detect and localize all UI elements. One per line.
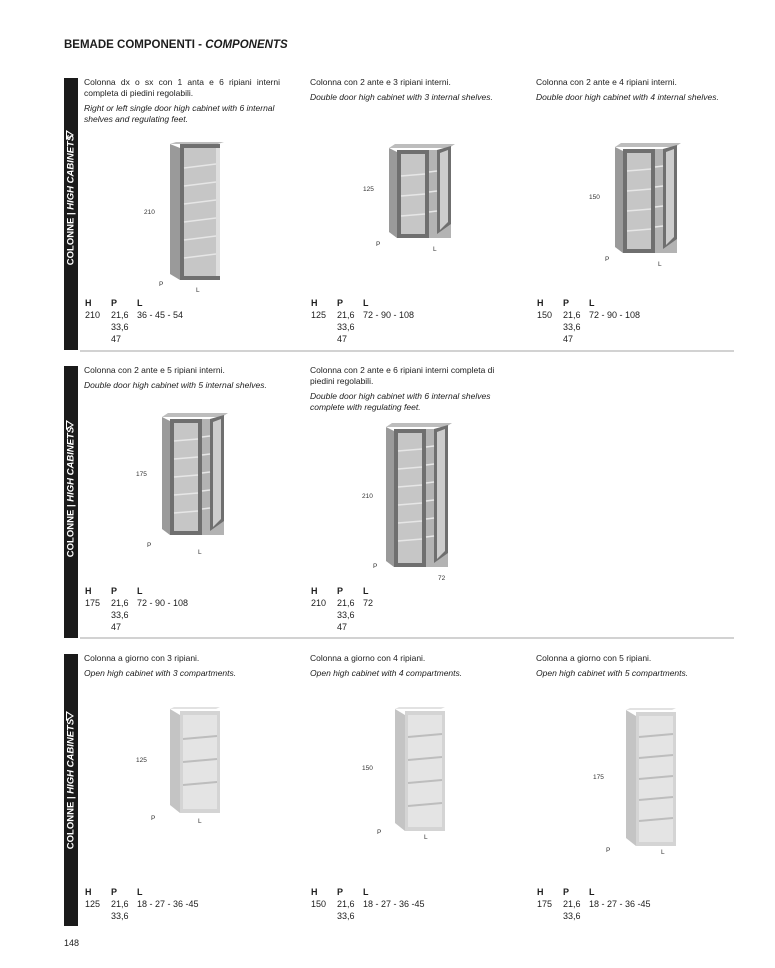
product-item <box>310 77 520 103</box>
cabinet-illustration <box>384 423 456 569</box>
figure-height-label: 125 <box>363 186 374 193</box>
description-italian: Colonna con 2 ante e 6 ripiani interni completa di piedini regolabili. <box>310 365 495 386</box>
header-l: L <box>363 887 369 897</box>
value-h: 150 <box>311 899 327 909</box>
value-p: 47 <box>563 334 574 344</box>
figure-width-label: L <box>433 246 437 253</box>
dimensions-table <box>85 887 275 923</box>
value-p: 47 <box>337 622 348 632</box>
figure-width-label: L <box>661 849 665 856</box>
figure-depth-label: P <box>605 256 610 263</box>
double-door-cabinet-drawing <box>160 413 232 537</box>
title-italic: COMPONENTS <box>205 39 288 51</box>
value-h: 150 <box>537 310 553 320</box>
figure-width-label: 72 <box>438 575 446 582</box>
value-p: 33,6 <box>337 911 355 921</box>
value-l: 72 <box>363 598 374 608</box>
figure-height-label: 150 <box>589 194 600 201</box>
value-p: 21,6 <box>111 899 129 909</box>
value-h: 125 <box>311 310 327 320</box>
figure-width-label: L <box>198 549 202 556</box>
open-cabinet-drawing <box>624 708 678 848</box>
figure-depth-label: P <box>159 281 164 288</box>
value-l: 72 - 90 - 108 <box>589 310 641 320</box>
figure-height-label: 210 <box>144 209 155 216</box>
figure-width-label: L <box>658 261 662 268</box>
dimensions-table <box>85 298 275 346</box>
cabinet-illustration <box>160 413 232 537</box>
header-l: L <box>589 298 595 308</box>
description-english: Double door high cabinet with 4 internal shelves. <box>536 92 719 102</box>
description-english: Double door high cabinet with 3 internal shelves. <box>310 92 493 102</box>
value-l: 18 - 27 - 36 -45 <box>137 899 199 909</box>
open-cabinet-illustration <box>168 707 222 815</box>
header-p: P <box>563 298 570 308</box>
description-english: Open high cabinet with 3 compartments. <box>84 668 237 678</box>
description-english: Open high cabinet with 4 compartments. <box>310 668 463 678</box>
header-h: H <box>311 586 318 596</box>
figure-height-label: 125 <box>136 757 147 764</box>
header-l: L <box>137 586 143 596</box>
product-item <box>84 365 294 391</box>
page-title <box>64 39 288 51</box>
open-cabinet-drawing <box>393 707 447 833</box>
value-l: 36 - 45 - 54 <box>137 310 184 320</box>
title-main: BEMADE COMPONENTI - <box>64 39 206 51</box>
header-h: H <box>311 298 318 308</box>
value-p: 21,6 <box>337 598 355 608</box>
double-door-cabinet-drawing <box>613 143 685 255</box>
header-p: P <box>111 298 118 308</box>
figure-width-label: L <box>198 818 202 825</box>
description-italian: Colonna con 2 ante e 4 ripiani interni. <box>536 77 677 87</box>
description-italian: Colonna a giorno con 5 ripiani. <box>536 653 652 663</box>
dimensions-table <box>85 586 275 634</box>
section-sidebar-2 <box>64 366 78 638</box>
figure-height-label: 175 <box>593 774 604 781</box>
product-item <box>310 653 520 679</box>
header-p: P <box>111 887 118 897</box>
value-p: 33,6 <box>111 610 129 620</box>
header-l: L <box>137 887 143 897</box>
sidebar-label: COLONNE | HIGH CABINETS <box>65 426 77 558</box>
figure-depth-label: P <box>376 241 381 248</box>
page-number: 148 <box>64 938 80 948</box>
value-p: 21,6 <box>337 899 355 909</box>
section-sidebar-3 <box>64 654 78 926</box>
double-door-cabinet-drawing <box>387 144 459 240</box>
header-l: L <box>363 298 369 308</box>
value-p: 47 <box>111 334 122 344</box>
value-p: 33,6 <box>337 322 355 332</box>
value-p: 21,6 <box>563 899 581 909</box>
double-door-cabinet-drawing <box>384 423 456 569</box>
header-h: H <box>85 298 92 308</box>
description-english: Double door high cabinet with 5 internal shelves. <box>84 380 267 390</box>
product-item <box>84 77 280 125</box>
figure-height-label: 150 <box>362 765 373 772</box>
description-english: Right or left single door high cabinet with 6 internal shelves and regulating feet. <box>84 103 275 124</box>
header-h: H <box>537 298 544 308</box>
value-l: 72 - 90 - 108 <box>137 598 189 608</box>
product-item <box>84 653 294 679</box>
dimensions-table <box>311 298 501 346</box>
sidebar-label: COLONNE | HIGH CABINETS <box>65 134 77 266</box>
figure-height-label: 175 <box>136 471 147 478</box>
description-italian: Colonna con 2 ante e 5 ripiani interni. <box>84 365 225 375</box>
description-italian: Colonna a giorno con 3 ripiani. <box>84 653 200 663</box>
dimensions-table <box>537 887 727 923</box>
description-english: Double door high cabinet with 6 internal shelves complete with regulating feet. <box>310 391 491 412</box>
header-p: P <box>337 586 344 596</box>
header-h: H <box>537 887 544 897</box>
value-p: 21,6 <box>337 310 355 320</box>
value-p: 33,6 <box>563 322 581 332</box>
dimensions-table <box>311 586 501 634</box>
figure-depth-label: P <box>147 542 152 549</box>
value-p: 21,6 <box>111 598 129 608</box>
figure-depth-label: P <box>373 563 378 570</box>
cabinet-illustration <box>613 143 685 255</box>
open-cabinet-illustration <box>624 708 678 848</box>
single-door-cabinet-drawing <box>168 142 228 282</box>
cabinet-illustration <box>387 144 459 240</box>
value-p: 33,6 <box>111 322 129 332</box>
value-p: 33,6 <box>563 911 581 921</box>
header-p: P <box>337 298 344 308</box>
description-italian: Colonna dx o sx con 1 anta e 6 ripiani interni completa di piedini regolabili. <box>84 77 280 98</box>
value-p: 47 <box>111 622 122 632</box>
open-cabinet-illustration <box>393 707 447 833</box>
figure-depth-label: P <box>377 829 382 836</box>
header-p: P <box>563 887 570 897</box>
description-italian: Colonna con 2 ante e 3 ripiani interni. <box>310 77 451 87</box>
product-item <box>536 77 746 103</box>
header-p: P <box>111 586 118 596</box>
description-italian: Colonna a giorno con 4 ripiani. <box>310 653 426 663</box>
value-h: 210 <box>85 310 101 320</box>
value-h: 210 <box>311 598 327 608</box>
figure-depth-label: P <box>151 815 156 822</box>
product-item <box>310 365 520 413</box>
value-l: 18 - 27 - 36 -45 <box>363 899 425 909</box>
value-l: 72 - 90 - 108 <box>363 310 415 320</box>
sidebar-label: COLONNE | HIGH CABINETS <box>65 718 77 850</box>
value-p: 21,6 <box>563 310 581 320</box>
figure-width-label: L <box>196 287 200 294</box>
product-item <box>536 653 746 679</box>
cabinet-illustration <box>168 142 228 282</box>
header-l: L <box>137 298 143 308</box>
header-p: P <box>337 887 344 897</box>
value-p: 47 <box>337 334 348 344</box>
value-l: 18 - 27 - 36 -45 <box>589 899 651 909</box>
header-l: L <box>589 887 595 897</box>
section-sidebar-1 <box>64 78 78 350</box>
value-p: 33,6 <box>111 911 129 921</box>
header-h: H <box>85 586 92 596</box>
figure-width-label: L <box>424 834 428 841</box>
header-h: H <box>85 887 92 897</box>
value-p: 21,6 <box>111 310 129 320</box>
value-h: 125 <box>85 899 101 909</box>
dimensions-table <box>311 887 501 923</box>
figure-height-label: 210 <box>362 493 373 500</box>
description-english: Open high cabinet with 5 compartments. <box>536 668 689 678</box>
value-p: 33,6 <box>337 610 355 620</box>
header-h: H <box>311 887 318 897</box>
dimensions-table <box>537 298 727 346</box>
section-divider <box>80 637 734 639</box>
value-h: 175 <box>537 899 553 909</box>
section-divider <box>80 350 734 352</box>
open-cabinet-drawing <box>168 707 222 815</box>
header-l: L <box>363 586 369 596</box>
figure-depth-label: P <box>606 847 611 854</box>
value-h: 175 <box>85 598 101 608</box>
